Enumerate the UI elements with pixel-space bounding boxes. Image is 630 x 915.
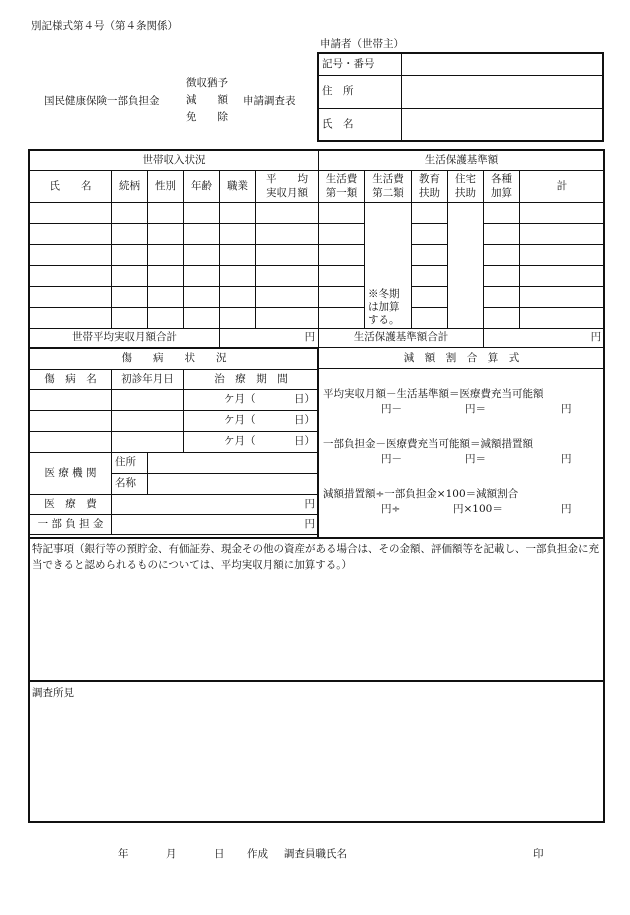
col-sex: 性別 xyxy=(148,171,184,203)
institution-address-field[interactable] xyxy=(148,453,319,474)
medical-cost-yen: 円 xyxy=(112,495,319,515)
col-job: 職業 xyxy=(220,171,256,203)
doc-title-option2: 減 額 xyxy=(186,94,228,106)
name-label: 氏 名 xyxy=(318,108,401,141)
period-day: 日） xyxy=(256,411,319,432)
period-day: 日） xyxy=(256,432,319,453)
col-living1: 生活費 第一類 xyxy=(319,171,365,203)
col-name: 氏 名 xyxy=(30,171,112,203)
divider xyxy=(317,348,319,538)
copay-yen: 円 xyxy=(112,515,319,535)
income-cell[interactable] xyxy=(30,224,112,245)
illness-table xyxy=(29,348,319,535)
col-first-visit: 初診年月日 xyxy=(112,370,184,390)
copay-label: 一 部 負 担 金 xyxy=(30,515,112,535)
reduction-header: 減 額 割 合 算 式 xyxy=(318,348,604,369)
welfare-cell[interactable] xyxy=(319,224,365,245)
number-field[interactable] xyxy=(401,53,603,75)
income-cell[interactable] xyxy=(30,266,112,287)
income-table xyxy=(29,150,319,348)
illness-cell[interactable] xyxy=(30,432,112,453)
income-cell[interactable] xyxy=(30,245,112,266)
applicant-title: 申請者（世帯主） xyxy=(320,38,404,50)
address-field[interactable] xyxy=(401,75,603,108)
footer-day: 日 xyxy=(214,848,225,860)
col-treatment-period: 治 療 期 間 xyxy=(184,370,319,390)
doc-title-option1: 徴収猶予 xyxy=(186,77,228,89)
special-notes-text: 特記事項（銀行等の預貯金、有価証券、現金その他の資産がある場合は、その金額、評価額等を記載し、一部負担金に充当できると認められるものについては、平均実収月額に加算する。） xyxy=(32,543,599,571)
welfare-cell[interactable] xyxy=(319,308,365,329)
welfare-header: 生活保護基準額 xyxy=(319,151,605,171)
doc-title-part1: 国民健康保険一部負担金 xyxy=(44,95,160,107)
col-total: 計 xyxy=(520,171,605,203)
welfare-cell[interactable] xyxy=(319,266,365,287)
welfare-total-label: 生活保護基準額合計 xyxy=(319,329,484,348)
doc-title-option3: 免 除 xyxy=(186,111,228,123)
footer-year: 年 xyxy=(118,848,129,860)
income-total-yen: 円 xyxy=(220,329,319,348)
footer-month: 月 xyxy=(166,848,177,860)
name-field[interactable] xyxy=(401,108,603,141)
formula-2: 一部負担金－医療費充当可能額＝減額措置額 xyxy=(323,438,533,450)
illness-cell[interactable] xyxy=(30,390,112,411)
applicant-table xyxy=(317,52,604,142)
welfare-total-yen: 円 xyxy=(484,329,605,348)
col-illness-name: 傷 病 名 xyxy=(30,370,112,390)
income-cell[interactable] xyxy=(30,203,112,224)
period-month: ケ月（ xyxy=(184,432,256,453)
survey-findings-box[interactable] xyxy=(29,680,604,822)
period-month: ケ月（ xyxy=(184,390,256,411)
welfare-cell[interactable] xyxy=(319,287,365,308)
welfare-cell[interactable] xyxy=(319,203,365,224)
income-cell[interactable] xyxy=(30,308,112,329)
institution-name-field[interactable] xyxy=(148,474,319,495)
col-additions: 各種 加算 xyxy=(484,171,520,203)
income-total-label: 世帯平均実収月額合計 xyxy=(30,329,220,348)
welfare-cell[interactable] xyxy=(319,245,365,266)
welfare-table xyxy=(318,150,605,348)
footer-made: 作成 xyxy=(247,848,268,860)
illness-cell[interactable] xyxy=(30,411,112,432)
col-living2: 生活費 第二類 xyxy=(365,171,412,203)
col-education: 教育 扶助 xyxy=(412,171,448,203)
illness-header: 傷 病 状 況 xyxy=(30,349,319,370)
winter-note: ※冬期 は加算 する。 xyxy=(365,203,412,329)
institution-name-label: 名称 xyxy=(112,474,148,495)
col-avg-income: 平 均 実収月額 xyxy=(256,171,319,203)
col-housing: 住宅 扶助 xyxy=(448,171,484,203)
period-day: 日） xyxy=(256,390,319,411)
form-number: 別記様式第４号（第４条関係） xyxy=(31,20,178,32)
survey-findings-label: 調査所見 xyxy=(32,687,74,699)
income-header: 世帯収入状況 xyxy=(30,151,319,171)
institution-address-label: 住所 xyxy=(112,453,148,474)
col-age: 年齢 xyxy=(184,171,220,203)
special-notes-box[interactable] xyxy=(29,537,604,681)
formula-3: 減額措置額÷一部負担金×100＝減額割合 xyxy=(323,488,519,500)
reduction-formulas: 平均実収月額－生活基準額＝医療費充当可能額 円－ 円＝ 円 一部負担金－医療費充当可能額＝減額措置額 円－ 円＝ 円 減額措置額÷一部負担金×100＝減額割合 円÷ 円×100＝ 円 xyxy=(323,386,601,517)
seal-mark: 印 xyxy=(533,848,544,860)
number-label: 記号・番号 xyxy=(318,53,401,75)
col-relation: 続柄 xyxy=(112,171,148,203)
medical-cost-label: 医 療 費 xyxy=(30,495,112,515)
income-cell[interactable] xyxy=(30,287,112,308)
formula-1: 平均実収月額－生活基準額＝医療費充当可能額 xyxy=(323,388,544,400)
institution-label: 医 療 機 関 xyxy=(30,453,112,495)
address-label: 住 所 xyxy=(318,75,401,108)
period-month: ケ月（ xyxy=(184,411,256,432)
footer-surveyor: 調査員職氏名 xyxy=(284,848,347,860)
doc-title-part2: 申請調査表 xyxy=(243,95,296,107)
